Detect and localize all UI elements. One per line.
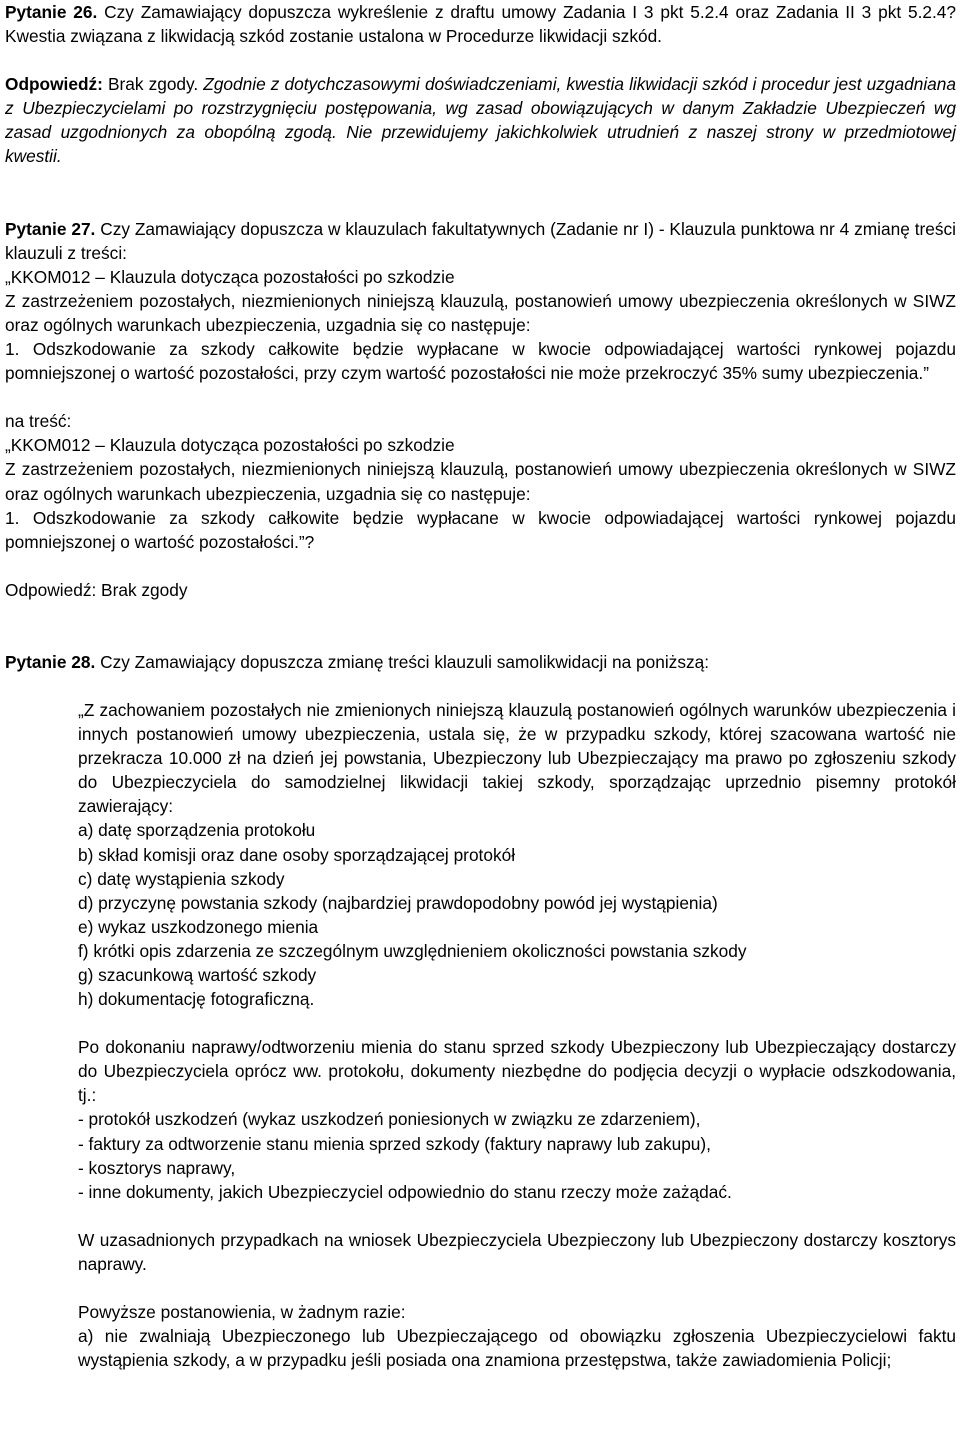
answer-26-lead: Brak zgody.	[102, 74, 199, 95]
clause-title-original: „KKOM012 – Klauzula dotycząca pozostałości po szkodzie	[5, 266, 455, 287]
repair-paragraph: Po dokonaniu naprawy/odtworzeniu mienia do stanu sprzed szkody Ubezpieczony lub Ubezpieczający dostarczy do Ubezpieczyciela oprócz ww. protokołu, dokumenty niezbędne do podjęcia decyzji o wypłacie odszkodowania, tj.:	[78, 1037, 956, 1106]
clause-point-original: 1. Odszkodowanie za szkody całkowite będzie wypłacane w kwocie odpowiadającej wartości rynkowej pojazdu pomniejszonej o wartość pozostałości, przy czym wartość pozostałości nie może przekroczyć 35% sumy ubezpieczenia.”	[5, 339, 956, 384]
question-26	[5, 0, 956, 48]
clause-intro-original: Z zastrzeżeniem pozostałych, niezmienionych niniejszą klauzulą, postanowień umowy ubezpieczenia określonych w SIWZ oraz ogólnych warunkach ubezpieczenia, uzgadnia się co następuje:	[5, 290, 956, 335]
question-28-heading: Pytanie 28.	[5, 651, 96, 672]
question-26-heading: Pytanie 26.	[5, 2, 98, 22]
answer-26	[5, 72, 956, 168]
protocol-list-item: b) skład komisji oraz dane osoby sporządzającej protokół	[78, 844, 516, 865]
provisions-point-a: a) nie zwalniają Ubezpieczonego lub Ubezpieczającego od obowiązku zgłoszenia Ubezpieczycielowi faktu wystąpienia szkody, a w przypadku jeśli posiada ona znamiona przestępstwa, także zawiadomienia Policji;	[78, 1326, 956, 1371]
protocol-list-item: c) datę wystąpienia szkody	[78, 868, 285, 889]
question-28	[5, 650, 956, 674]
clause-point-proposed: 1. Odszkodowanie za szkody całkowite będzie wypłacane w kwocie odpowiadającej wartości rynkowej pojazdu pomniejszonej o wartość pozostałości.”?	[5, 507, 956, 552]
protocol-list-item: h) dokumentację fotograficzną.	[78, 989, 315, 1010]
protocol-list-item: g) szacunkową wartość szkody	[78, 965, 317, 985]
document-list-item: - protokół uszkodzeń (wykaz uszkodzeń poniesionych w związku ze zdarzeniem),	[78, 1109, 701, 1130]
answer-26-heading: Odpowiedź:	[5, 74, 103, 95]
question-26-text: Czy Zamawiający dopuszcza wykreślenie z draftu umowy Zadania I 3 pkt 5.2.4 oraz Zadania II 3 pkt 5.2.4? Kwestia związana z likwidacją szkód zostanie ustalona w Procedurze likwidacji szkód.	[5, 2, 957, 47]
answer-27: Odpowiedź: Brak zgody	[5, 579, 188, 600]
proposed-clause-intro: „Z zachowaniem pozostałych nie zmienionych niniejszą klauzulą postanowień ogólnych warunków ubezpieczenia i innych postanowień umowy ubezpieczenia, ustala się, że w przypadku szkody, której szacowana wartość nie przekracza 10.000 zł na dzień jej powstania, Ubezpieczony lub Ubezpieczający ma prawo po zgłoszeniu szkody do Ubezpieczyciela do samodzielnej likwidacji takiej szkody, sporządzając uprzednio pisemny protokół zawierający:	[78, 699, 956, 817]
provisions-heading: Powyższe postanowienia, w żadnym razie:	[78, 1302, 406, 1323]
question-27	[5, 217, 956, 265]
clause-intro-proposed: Z zastrzeżeniem pozostałych, niezmienionych niniejszą klauzulą, postanowień umowy ubezpieczenia określonych w SIWZ oraz ogólnych warunkach ubezpieczenia, uzgadnia się co następuje:	[5, 459, 956, 504]
question-27-heading: Pytanie 27.	[5, 218, 96, 239]
to-text-label: na treść:	[5, 411, 72, 432]
clause-title-proposed: „KKOM012 – Klauzula dotycząca pozostałości po szkodzie	[5, 435, 455, 456]
question-27-text: Czy Zamawiający dopuszcza w klauzulach fakultatywnych (Zadanie nr I) - Klauzula punktowa nr 4 zmianę treści klauzuli z treści:	[5, 218, 956, 263]
protocol-list-item: e) wykaz uszkodzonego mienia	[78, 916, 319, 937]
answer-26-text: Zgodnie z dotychczasowymi doświadczeniami, kwestia likwidacji szkód i procedur jest uzgadniana z Ubezpieczycielami po rozstrzygnięciu postępowania, wg zasad obowiązujących w danym Zakładzie Ubezpieczeń wg zasad uzgodnionych za obopólną zgodą. Nie przewidujemy jakichkolwiek utrudnień z naszej strony w przedmiotowej kwestii.	[5, 74, 956, 167]
document-list-item: - faktury za odtworzenie stanu mienia sprzed szkody (faktury naprawy lub zakupu),	[78, 1133, 711, 1154]
proposed-clause-block	[5, 698, 956, 1372]
protocol-list-item: f) krótki opis zdarzenia ze szczególnym uwzględnieniem okoliczności powstania szkody	[78, 940, 747, 961]
cost-estimate-paragraph: W uzasadnionych przypadkach na wniosek Ubezpieczyciela Ubezpieczony lub Ubezpieczony dostarczy kosztorys naprawy.	[78, 1229, 956, 1274]
document-list-item: - inne dokumenty, jakich Ubezpieczyciel odpowiednio do stanu rzeczy może zażądać.	[78, 1181, 732, 1202]
document-list-item: - kosztorys naprawy,	[78, 1157, 236, 1178]
question-28-text: Czy Zamawiający dopuszcza zmianę treści klauzuli samolikwidacji na poniższą:	[95, 651, 710, 672]
protocol-list-item: a) datę sporządzenia protokołu	[78, 820, 316, 841]
protocol-list-item: d) przyczynę powstania szkody (najbardziej prawdopodobny powód jej wystąpienia)	[78, 892, 718, 913]
